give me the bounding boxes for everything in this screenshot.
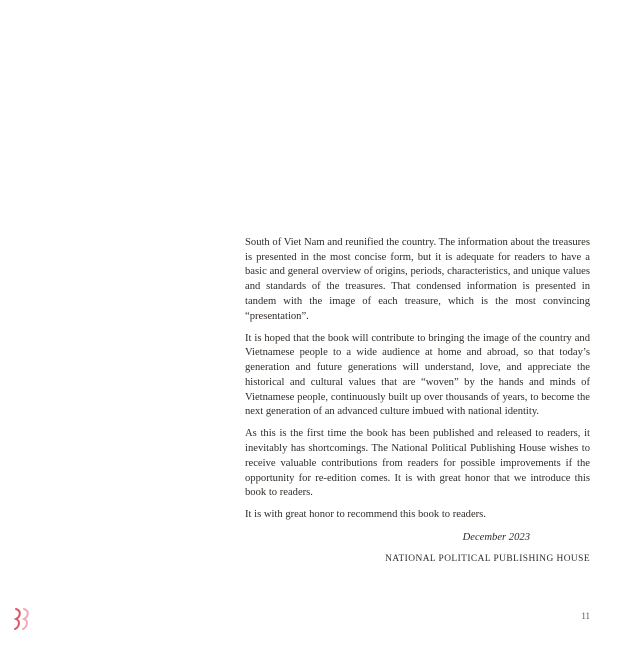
paragraph: As this is the first time the book has been published and released to readers, it inevitably has shortcomings. The National Political Publishing House wishes to receive valuable contributions from readers for possible improvements if the opportunity for re-edition comes. It is with great honor that we introduce this book to readers. [245,428,590,499]
publisher-signature: NATIONAL POLITICAL PUBLISHING HOUSE [385,554,590,565]
paragraph: South of Viet Nam and reunified the country. The information about the treasures is presented in the most concise form, but it is adequate for readers to have a basic and general overview of origins, periods, characteristics, and unique values and standards of the treasures. That condensed information is presented in tandem with the image of each treasure, which is the most convincing “presentation”. [245,237,590,322]
logo-stroke-secondary [23,609,28,629]
paragraph: It is hoped that the book will contribute to bringing the image of the country and Vietnamese people to a wide audience at home and abroad, so that today’s generation and future generations will understand, love, and appreciate the historical and cultural values that are “woven” by the hands and minds of Vietnamese people, continuously built up over thousands of years, to become the next generation of an advanced culture imbued with national identity. [245,332,590,418]
logo-stroke-primary [15,609,20,629]
publisher-logo-icon [12,607,32,631]
date-line: December 2023 [462,531,530,543]
page-number: 11 [581,611,590,621]
paragraph: It is with great honor to recommend this book to readers. [245,509,486,521]
page-text-block [245,236,590,567]
